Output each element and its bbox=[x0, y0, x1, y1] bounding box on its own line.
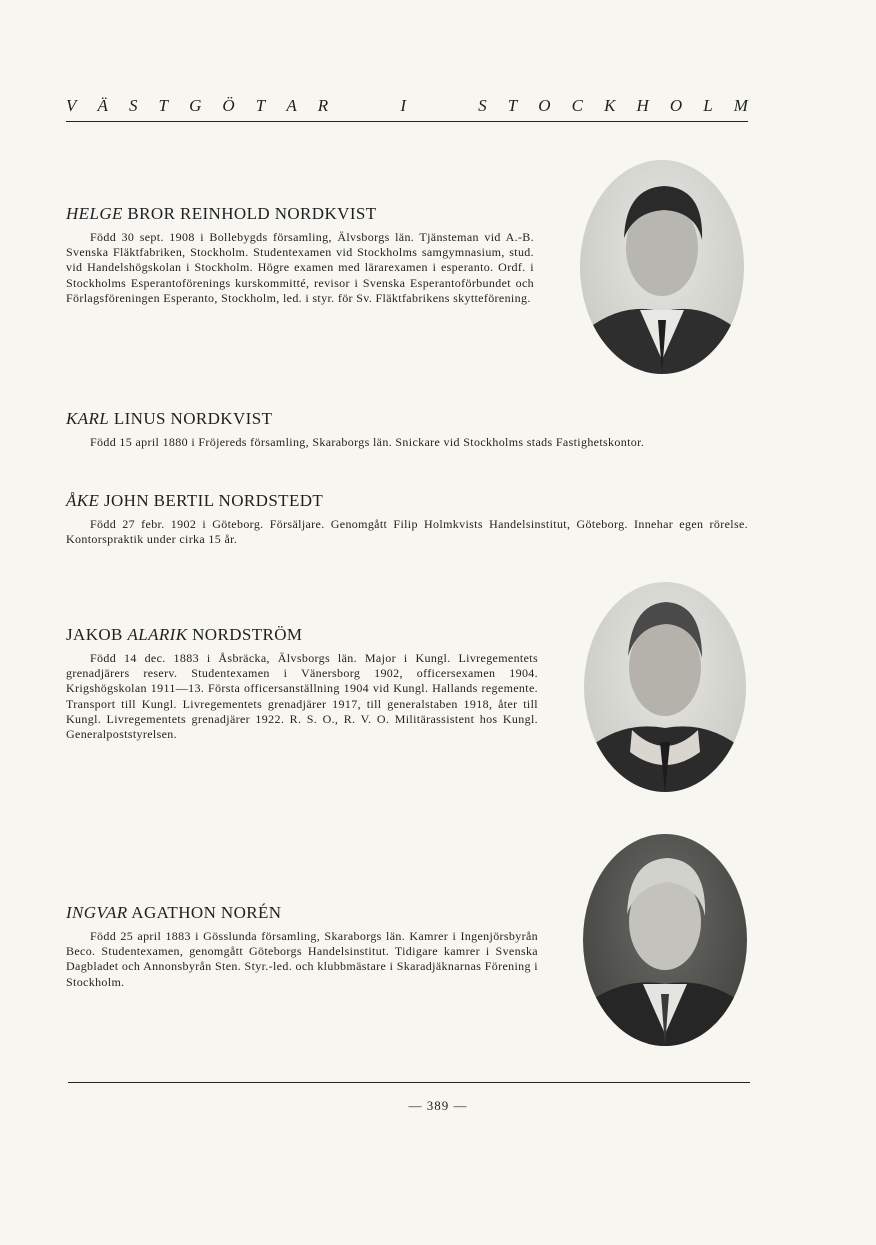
entry-ake-nordstedt bbox=[66, 491, 748, 547]
running-head: V Ä S T G Ö T A R I S T O C K H O L M bbox=[66, 96, 748, 115]
page-number: — 389 — bbox=[408, 1098, 468, 1113]
entry-name: INGVAR AGATHON NORÉN bbox=[66, 903, 282, 922]
entry-text: Född 25 april 1883 i Gösslunda församling, Skaraborgs län. Kamrer i Ingenjörsbyrån Beco. Studentexamen, genomgått Göteborgs Handelsinstitut. Tidigare kamrer i Svenska Dagbladet och Annonsbyrån Sten. Styr.-led. och klubbmästare i Skaradjäknarnas Förening i Stockholm. bbox=[66, 929, 538, 989]
portrait-photo bbox=[584, 582, 746, 792]
entry-text: Född 14 dec. 1883 i Åsbräcka, Älvsborgs län. Major i Kungl. Livregementets grenadjärers reserv. Studentexamen i Vänersborg 1902, officersexamen 1904. Krigshögskolan 1911—13. Första officersanställning 1904 vid Kungl. Hallands regemente. Transport till Kungl. Livregementets grenadjärer 1917, till generalstaben 1918, åter till Kungl. Livregementets grenadjärer 1922. R. S. O., R. V. O. Militärassistent hos Kungl. Generalpoststyrelsen. bbox=[66, 651, 538, 742]
entry-name: HELGE BROR REINHOLD NORDKVIST bbox=[66, 204, 377, 223]
entry-jakob-nordstrom bbox=[66, 625, 538, 742]
entry-helge-nordkvist bbox=[66, 204, 534, 306]
entry-text: Född 15 april 1880 i Fröjereds församling, Skaraborgs län. Snickare vid Stockholms stads Fastighetskontor. bbox=[90, 435, 645, 449]
entry-text: Född 27 febr. 1902 i Göteborg. Försäljare. Genomgått Filip Holmkvists Handelsinstitut, Göteborg. Innehar egen rörelse. Kontorspraktik under cirka 15 år. bbox=[66, 517, 748, 547]
portrait-photo bbox=[583, 834, 747, 1046]
header-rule bbox=[66, 121, 748, 122]
entry-text: Född 30 sept. 1908 i Bollebygds församling, Älvsborgs län. Tjänsteman vid A.-B. Svenska Fläktfabriken, Stockholm. Studentexamen vid Stockholms samgymnasium, stud. vid Handelshögskolan i Stockholm. Högre examen med lärarexamen i esperanto. Ordf. i Stockholms Esperantoförenings kurskommitté, revisor i Svenska Esperantoförbundet och Förlagsföreningen Esperanto, Stockholm, led. i styr. för Sv. Fläktfabrikens skytteförening. bbox=[66, 230, 534, 305]
portrait-photo bbox=[580, 160, 744, 374]
entry-ingvar-noren bbox=[66, 903, 538, 990]
entry-name: KARL LINUS NORDKVIST bbox=[66, 409, 273, 428]
footer-rule bbox=[68, 1082, 750, 1083]
entry-name: JAKOB ALARIK NORDSTRÖM bbox=[66, 625, 303, 644]
entry-name: ÅKE JOHN BERTIL NORDSTEDT bbox=[66, 491, 324, 510]
entry-karl-nordkvist bbox=[66, 409, 748, 450]
